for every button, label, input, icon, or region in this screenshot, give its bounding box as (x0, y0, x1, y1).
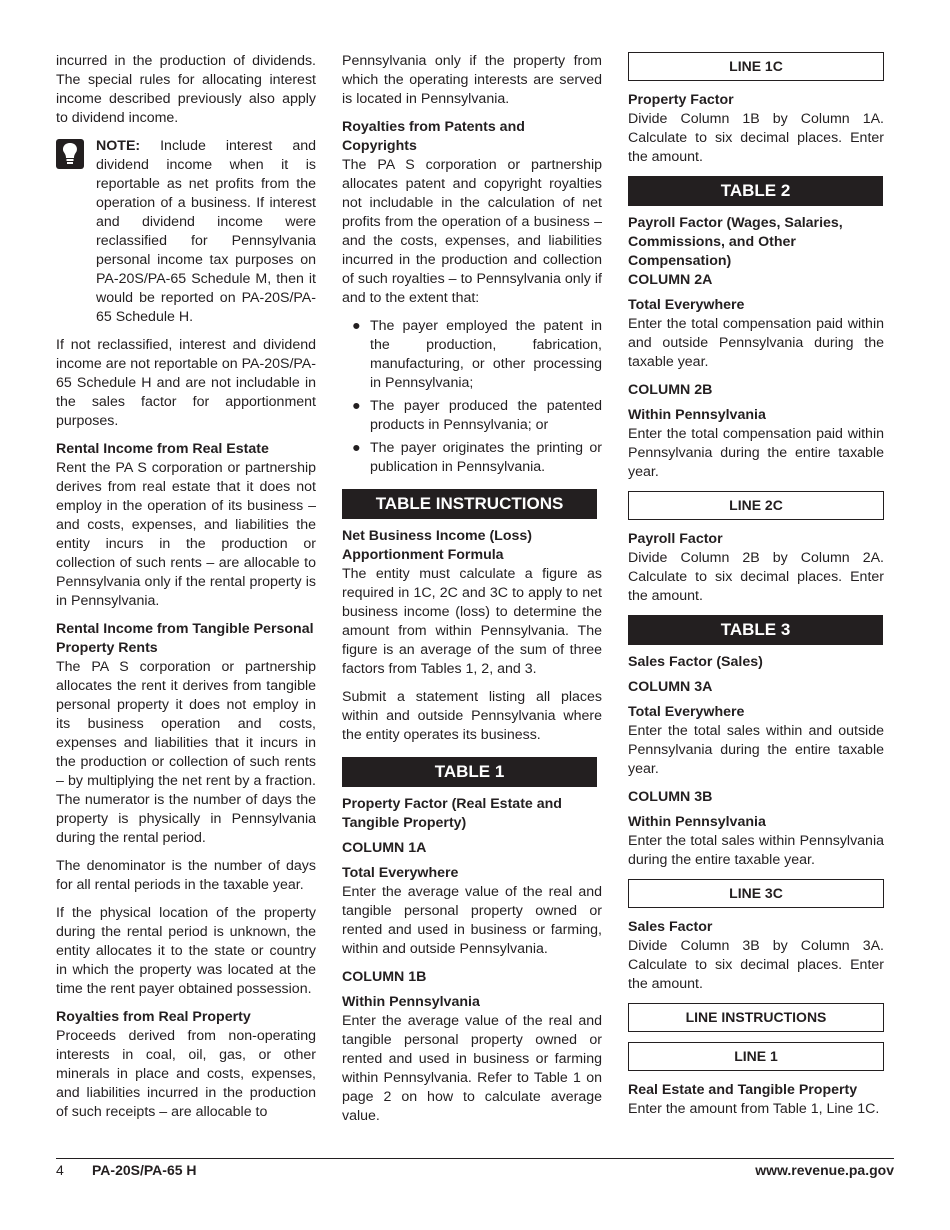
bullet-list (342, 317, 602, 477)
heading-royalties-real-property: Royalties from Real Property (56, 1009, 251, 1025)
paragraph: The denominator is the number of days for all rental periods in the taxable year. (56, 858, 316, 893)
banner-table-instructions: TABLE INSTRUCTIONS (342, 489, 597, 519)
list-item: ● The payer employed the patent in the production, fabrication, manufacturing, or other processing in Pennsylvania; (352, 318, 602, 391)
website-link[interactable]: www.revenue.pa.gov (755, 1162, 894, 1178)
heading-column-2b: COLUMN 2B (628, 382, 713, 398)
list-item: ● The payer originates the printing or publication in Pennsylvania. (352, 440, 602, 475)
paragraph: Enter the average value of the real and tangible personal property owned or rented and used in business or farming, within and outside Pennsylvania. (342, 884, 602, 957)
heading-real-estate: Real Estate and Tangible Property (628, 1082, 858, 1098)
heading-column-1a: COLUMN 1A (342, 840, 427, 856)
bullet-icon: ● (352, 318, 361, 334)
paragraph: Enter the average value of the real and tangible personal property owned or rented and used in business or farming within Pennsylvania. Refer to Table 1 on page 2 on how to calculate average value. (342, 1013, 602, 1124)
form-name: PA-20S/PA-65 H (92, 1162, 197, 1178)
banner-table-1: TABLE 1 (342, 757, 597, 787)
paragraph: Divide Column 3B by Column 3A. Calculate to six decimal places. Enter the amount. (628, 938, 884, 992)
column-1 (56, 52, 316, 1131)
column-3 (628, 52, 884, 1128)
box-line-instructions: LINE INSTRUCTIONS (628, 1003, 884, 1032)
heading-property-factor: Property Factor (Real Estate and Tangible Property) (342, 796, 562, 831)
heading-column-3a: COLUMN 3A (628, 679, 713, 695)
paragraph: Proceeds derived from non-operating interests in coal, oil, gas, or other minerals in place and costs, expenses, and liabilities incurred in the production of such receipts – are allocable to (56, 1028, 316, 1120)
paragraph: Enter the total sales within Pennsylvania during the entire taxable year. (628, 833, 884, 868)
heading-within-pa: Within Pennsylvania (342, 994, 480, 1010)
paragraph: The PA S corporation or partnership allocates the rent it derives from tangible personal property it does not employ in its business operation and costs, expenses and liabilities that it incurs in the production or collection of such rents – by multiplying the net rent by a fraction. The numerator is the number of days the property is physically in Pennsylvania during the rental period. (56, 659, 316, 846)
heading-column-3b: COLUMN 3B (628, 789, 713, 805)
heading-rental-tangible: Rental Income from Tangible Personal Property Rents (56, 621, 314, 656)
page-footer (56, 1158, 894, 1183)
note-text: Include interest and dividend income when it is reportable as net profits from the operation of a business. If interest and dividend income were reclassified for Pennsylvania personal income tax purposes on PA-20S/PA-65 Schedule M, then it would be reported on PA-20S/PA-65 Schedule H. (96, 138, 316, 325)
heading-sales-factor: Sales Factor (628, 919, 713, 935)
column-2 (342, 52, 602, 1135)
heading-total-everywhere: Total Everywhere (342, 865, 459, 881)
heading-royalties-patents: Royalties from Patents and Copyrights (342, 119, 525, 154)
banner-table-3: TABLE 3 (628, 615, 883, 645)
paragraph: Enter the total sales within and outside Pennsylvania during the entire taxable year. (628, 723, 884, 777)
box-line-2c: LINE 2C (628, 491, 884, 520)
heading-column-1b: COLUMN 1B (342, 969, 427, 985)
heading-sales: Sales Factor (Sales) (628, 654, 763, 670)
paragraph: Submit a statement listing all places within and outside Pennsylvania where the entity operates its business. (342, 689, 602, 743)
bullet-icon: ● (352, 440, 361, 456)
heading-column-2a: COLUMN 2A (628, 272, 713, 288)
box-line-3c: LINE 3C (628, 879, 884, 908)
page-number: 4 (56, 1162, 64, 1178)
heading-payroll: Payroll Factor (Wages, Salaries, Commissions, and Other Compensation) (628, 215, 843, 269)
paragraph: If the physical location of the property during the rental period is unknown, the entity allocates it to the state or country in which the property was located at the time the rent payer obtained possession. (56, 905, 316, 997)
banner-table-2: TABLE 2 (628, 176, 883, 206)
paragraph: If not reclassified, interest and dividend income are not reportable on PA-20S/PA-65 Schedule H and are not includable in the sales factor for apportionment purposes. (56, 337, 316, 429)
heading-within-pa: Within Pennsylvania (628, 814, 766, 830)
heading-total-everywhere: Total Everywhere (628, 297, 745, 313)
heading-payroll-factor: Payroll Factor (628, 531, 723, 547)
paragraph: Divide Column 2B by Column 2A. Calculate to six decimal places. Enter the amount. (628, 550, 884, 604)
paragraph: incurred in the production of dividends. The special rules for allocating interest income described previously also apply to dividend income. (56, 53, 316, 126)
heading-nbi: Net Business Income (Loss) Apportionment Formula (342, 528, 533, 563)
note-block (56, 137, 316, 327)
box-line-1: LINE 1 (628, 1042, 884, 1071)
paragraph: Divide Column 1B by Column 1A. Calculate to six decimal places. Enter the amount. (628, 111, 884, 165)
list-item: ● The payer produced the patented products in Pennsylvania; or (352, 398, 602, 433)
box-line-1c: LINE 1C (628, 52, 884, 81)
note-label: NOTE: (96, 138, 141, 154)
lightbulb-icon (56, 139, 84, 169)
bullet-icon: ● (352, 398, 361, 414)
paragraph: Enter the total compensation paid within and outside Pennsylvania during the taxable year. (628, 316, 884, 370)
heading-rental-real-estate: Rental Income from Real Estate (56, 441, 269, 457)
heading-property-factor: Property Factor (628, 92, 734, 108)
paragraph: Enter the amount from Table 1, Line 1C. (628, 1101, 880, 1117)
heading-within-pa: Within Pennsylvania (628, 407, 766, 423)
heading-total-everywhere: Total Everywhere (628, 704, 745, 720)
paragraph: Pennsylvania only if the property from which the operating interests are served is located in Pennsylvania. (342, 53, 602, 107)
paragraph: Enter the total compensation paid within Pennsylvania during the entire taxable year. (628, 426, 884, 480)
paragraph: Rent the PA S corporation or partnership derives from real estate that it does not employ in the operation of its business – and costs, expenses, and liabilities the entity incurs in the production or collection of such rents – are allocable to Pennsylvania only if the rental property is in Pennsylvania. (56, 460, 316, 609)
paragraph: The PA S corporation or partnership allocates patent and copyright royalties not includable in the calculation of net profits from the operation of a business – and the costs, expenses, and liabilities incurred in the production and collection of such royalties – to Pennsylvania only if and to the extent that: (342, 157, 602, 306)
paragraph: The entity must calculate a figure as required in 1C, 2C and 3C to apply to net business income (loss) to determine the amount from within Pennsylvania. The figure is an average of the sum of three factors from Tables 1, 2, and 3. (342, 566, 602, 677)
